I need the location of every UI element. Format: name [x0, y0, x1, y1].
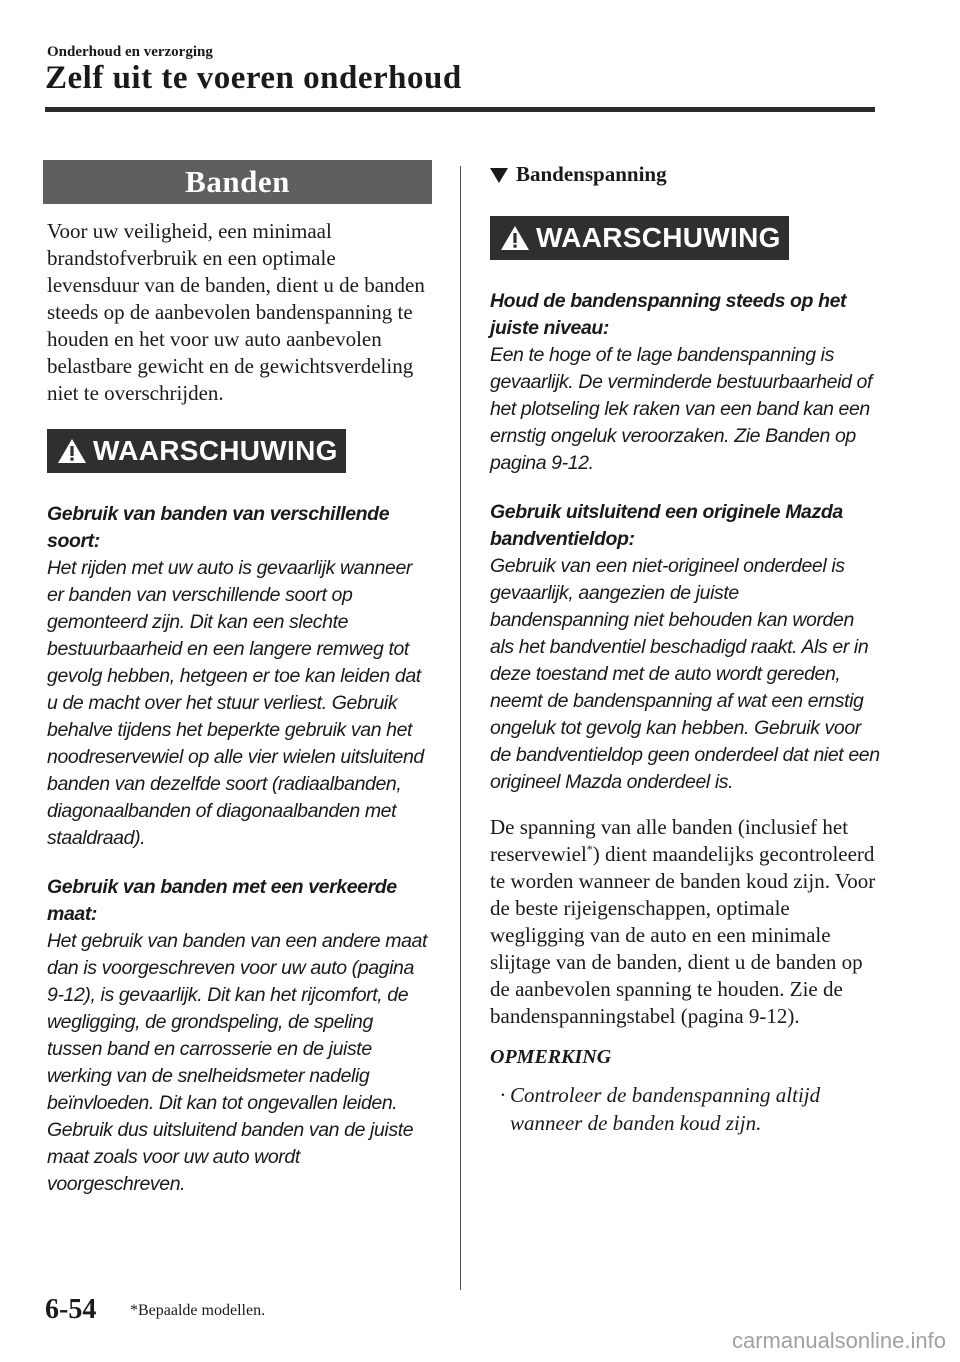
warning-block-left [47, 429, 432, 473]
note-title: OPMERKING [490, 1046, 612, 1068]
warning-block-right [490, 216, 880, 260]
warning-label: WAARSCHUWING [93, 435, 338, 466]
note-item [490, 1081, 880, 1137]
intro-paragraph: Voor uw veiligheid, een minimaal brandstofverbruik en een optimale levensduur van de banden, dient u de banden steeds op de aanbevolen bandenspanning te houden en het voor uw auto aanbevolen belastbare gewicht en de gewichtsverdeling niet te overschrijden. [47, 219, 425, 405]
header-divider [45, 107, 875, 112]
right-column [490, 160, 880, 1137]
footnote-marker: * [586, 842, 593, 856]
subheading-text: Bandenspanning [516, 162, 667, 186]
warning-item [47, 501, 432, 852]
note-text: Controleer de bandenspanning altijd wanneer de banden koud zijn. [510, 1083, 821, 1135]
body-paragraph [490, 814, 880, 1030]
warning-title: Houd de bandenspanning steeds op het juiste niveau: [490, 290, 847, 339]
page-number: 6-54 [45, 1294, 97, 1325]
column-divider [460, 166, 461, 1290]
warning-title: Gebruik uitsluitend een originele Mazda bandventieldop: [490, 501, 843, 550]
warning-badge [490, 216, 789, 260]
warning-text: Het rijden met uw auto is gevaarlijk wanneer er banden van verschillende soort op gemonteerd zijn. Dit kan een slechte bestuurbaarheid en een langere remweg tot gevolg hebben, hetgeen er toe kan leiden dat u de macht over het stuur verliest. Gebruik behalve tijdens het beperkte gebruik van het noodreservewiel op alle vier wielen uitsluitend banden van dezelfde soort (radiaalbanden, diagonaalbanden of diagonaalbanden met staaldraad). [47, 557, 424, 849]
triangle-down-icon [490, 168, 508, 183]
warning-text: Een te hoge of te lage bandenspanning is gevaarlijk. De verminderde bestuurbaarheid of het plotseling lek raken van een band kan een ernstig ongeluk veroorzaken. Zie Banden op pagina 9-12. [490, 344, 872, 474]
warning-triangle-icon [500, 224, 530, 252]
bullet: · [500, 1083, 506, 1107]
warning-text: Gebruik van een niet-origineel onderdeel is gevaarlijk, aangezien de juiste bandenspanning niet behouden kan worden als het bandventiel beschadigd raakt. Als er in deze toestand met de auto wordt gereden, neemt de bandenspanning af wat een ernstig ongeluk tot gevolg kan hebben. Gebruik voor de bandventieldop geen onderdeel dat niet een origineel Mazda onderdeel is. [490, 555, 880, 793]
warning-label: WAARSCHUWING [536, 222, 781, 253]
body-text-part2: ) dient maandelijks gecontroleerd te worden wanneer de banden koud zijn. Voor de beste rijeigenschappen, optimale wegligging van de auto en een minimale slijtage van de banden, dient u de banden op de aanbevolen spanning te houden. Zie de bandenspanningstabel (pagina 9-12). [490, 842, 876, 1028]
page-title: Zelf uit te voeren onderhoud [45, 60, 462, 96]
warning-item [47, 874, 432, 1198]
warning-title: Gebruik van banden van verschillende soort: [47, 503, 390, 552]
footnote: *Bepaalde modellen. [130, 1302, 266, 1319]
warning-triangle-icon [57, 437, 87, 465]
section-label: Onderhoud en verzorging [47, 44, 213, 60]
warning-title: Gebruik van banden met een verkeerde maat: [47, 876, 397, 925]
section-banner: Banden [43, 160, 432, 204]
left-column [47, 160, 432, 1198]
watermark: carmanualsonline.info [731, 1328, 946, 1353]
warning-text: Het gebruik van banden van een andere maat dan is voorgeschreven voor uw auto (pagina 9-12), is gevaarlijk. Dit kan het rijcomfort, de wegligging, de grondspeling, de speling tussen band en carrosserie en de juiste werking van de snelheidsmeter nadelig beïnvloeden. Dit kan tot ongevallen leiden. Gebruik dus uitsluitend banden van de juiste maat zoals voor uw auto wordt voorgeschreven. [47, 930, 427, 1195]
subheading [490, 160, 880, 188]
body-text-part1: De spanning van alle banden (inclusief het reservewiel [490, 815, 849, 866]
warning-item [490, 288, 880, 477]
warning-item [490, 499, 880, 796]
warning-badge [47, 429, 346, 473]
